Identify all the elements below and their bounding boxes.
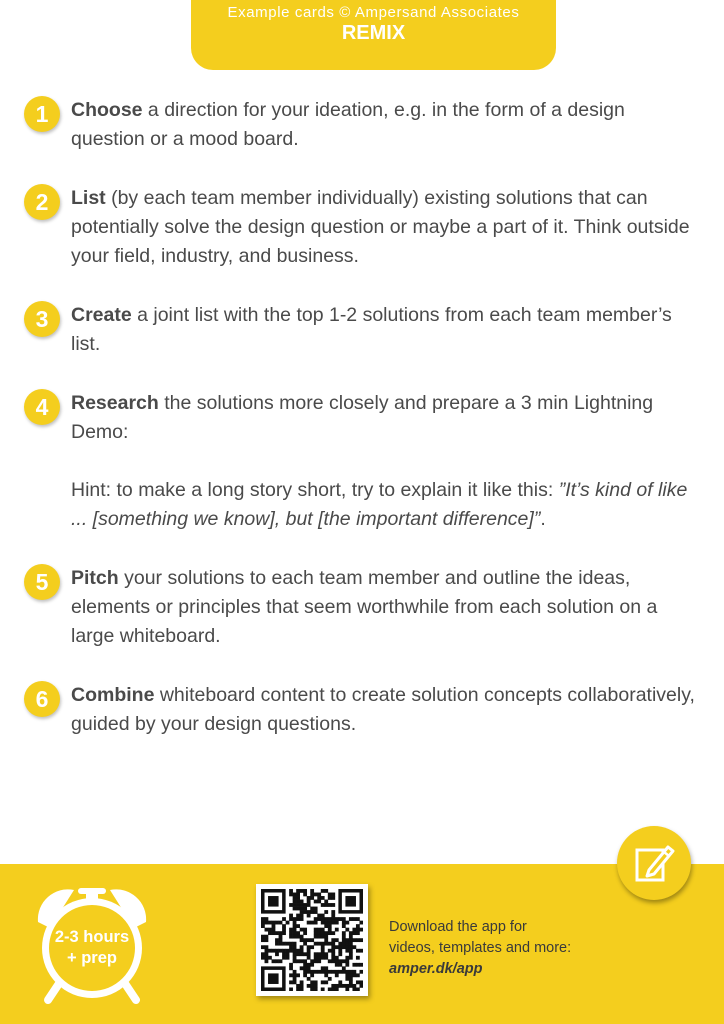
step-description: (by each team member individually) existing solutions that can potentially solve the design question or maybe a part of it. Think outside your field, industry, and business. [71, 187, 690, 267]
step-text [71, 184, 696, 271]
hint-text: Hint: to make a long story short, try to explain it like this: [71, 479, 559, 501]
header-credit: Example cards © Ampersand Associates [227, 4, 520, 21]
step-keyword: Create [71, 304, 132, 326]
duration-prep: + prep [67, 949, 117, 967]
step-keyword: Research [71, 392, 159, 414]
header-tab [191, 0, 556, 70]
step-description: a direction for your ideation, e.g. in the form of a design question or a mood board. [71, 99, 625, 150]
step-keyword: List [71, 187, 106, 209]
step-description: the solutions more closely and prepare a 3 min Lightning Demo: [71, 392, 654, 443]
step-hint [71, 476, 696, 534]
step-description: your solutions to each team member and outline the ideas, elements or principles that seem worthwhile from each solution on a large whiteboard. [71, 567, 658, 647]
hint-end: . [540, 508, 546, 530]
download-link[interactable]: amper.dk/app [389, 961, 483, 977]
edit-note-icon [634, 841, 676, 885]
step-number-badge: 1 [24, 96, 60, 132]
step-keyword: Choose [71, 99, 143, 121]
step-keyword: Pitch [71, 567, 119, 589]
qr-code-pattern [261, 889, 363, 991]
duration-hours: 2-3 hours [54, 928, 130, 946]
hint-quote: ”It’s kind of like ... [something we know], but [the important difference]” [71, 479, 688, 530]
download-info [389, 917, 629, 980]
step-description: a joint list with the top 1-2 solutions from each team member’s list. [71, 304, 672, 355]
step-number-badge: 2 [24, 184, 60, 220]
step-number-badge: 3 [24, 301, 60, 337]
download-line-2: videos, templates and more: [389, 940, 572, 956]
step-number-badge: 5 [24, 564, 60, 600]
step-text [71, 564, 696, 651]
step-text [71, 681, 696, 739]
download-line-1: Download the app for [389, 919, 527, 935]
card-title: REMIX [341, 22, 406, 44]
step-keyword: Combine [71, 684, 155, 706]
step-number-badge: 6 [24, 681, 60, 717]
edit-note-button[interactable] [617, 826, 691, 900]
step-description: whiteboard content to create solution concepts collaboratively, guided by your design questions. [71, 684, 695, 735]
step-text [71, 301, 696, 359]
step-text [71, 96, 696, 154]
qr-code[interactable] [256, 884, 368, 996]
step-text [71, 389, 696, 534]
step-number-badge: 4 [24, 389, 60, 425]
duration-label [30, 927, 154, 969]
